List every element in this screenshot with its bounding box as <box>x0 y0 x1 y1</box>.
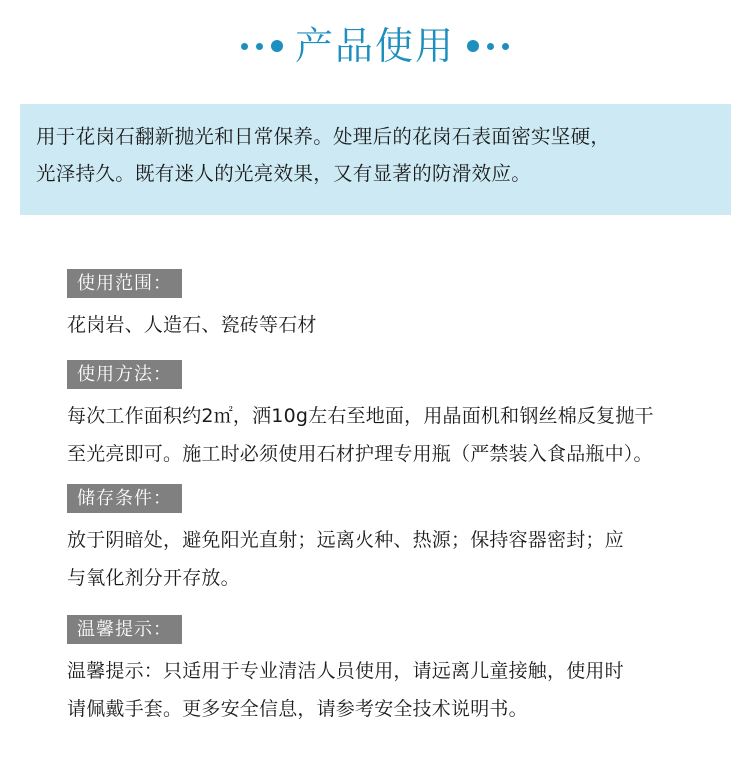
section-tips <box>67 615 737 728</box>
section-line: 至光亮即可。施工时必须使用石材护理专用瓶（严禁装入食品瓶中）。 <box>67 443 653 465</box>
intro-line: 光泽持久。既有迷人的光亮效果，又有显著的防滑效应。 <box>36 162 532 185</box>
title-dots-left <box>241 40 283 52</box>
section-body <box>67 652 737 728</box>
title-dots-right <box>467 40 509 52</box>
intro-line: 用于花岗石翻新抛光和日常保养。处理后的花岗石表面密实坚硬， <box>36 125 611 148</box>
section-label: 储存条件： <box>67 484 182 513</box>
section-body <box>67 306 737 344</box>
section-line: 放于阴暗处，避免阳光直射；远离火种、热源；保持容器密封；应 <box>67 529 624 551</box>
section-storage <box>67 484 737 597</box>
page-title: 产品使用 <box>294 24 455 68</box>
section-label: 使用范围： <box>67 269 182 298</box>
section-line: 请佩戴手套。更多安全信息，请参考安全技术说明书。 <box>67 698 528 720</box>
dot-icon <box>502 43 509 50</box>
section-label: 使用方法： <box>67 360 182 389</box>
dot-icon <box>271 40 283 52</box>
dot-icon <box>467 40 479 52</box>
section-body <box>67 521 737 597</box>
section-method <box>67 360 737 473</box>
dot-icon <box>241 43 248 50</box>
dot-icon <box>487 43 494 50</box>
section-line: 花岗岩、人造石、瓷砖等石材 <box>67 314 317 336</box>
section-line: 每次工作面积约2㎡，洒10g左右至地面，用晶面机和钢丝棉反复抛干 <box>67 405 654 427</box>
intro-box <box>20 104 731 215</box>
section-line: 与氧化剂分开存放。 <box>67 567 240 589</box>
title-row <box>0 18 750 74</box>
dot-icon <box>256 43 263 50</box>
section-body <box>67 397 737 473</box>
section-label: 温馨提示： <box>67 615 182 644</box>
section-scope <box>67 269 737 344</box>
section-line: 温馨提示：只适用于专业清洁人员使用，请远离儿童接触，使用时 <box>67 660 624 682</box>
